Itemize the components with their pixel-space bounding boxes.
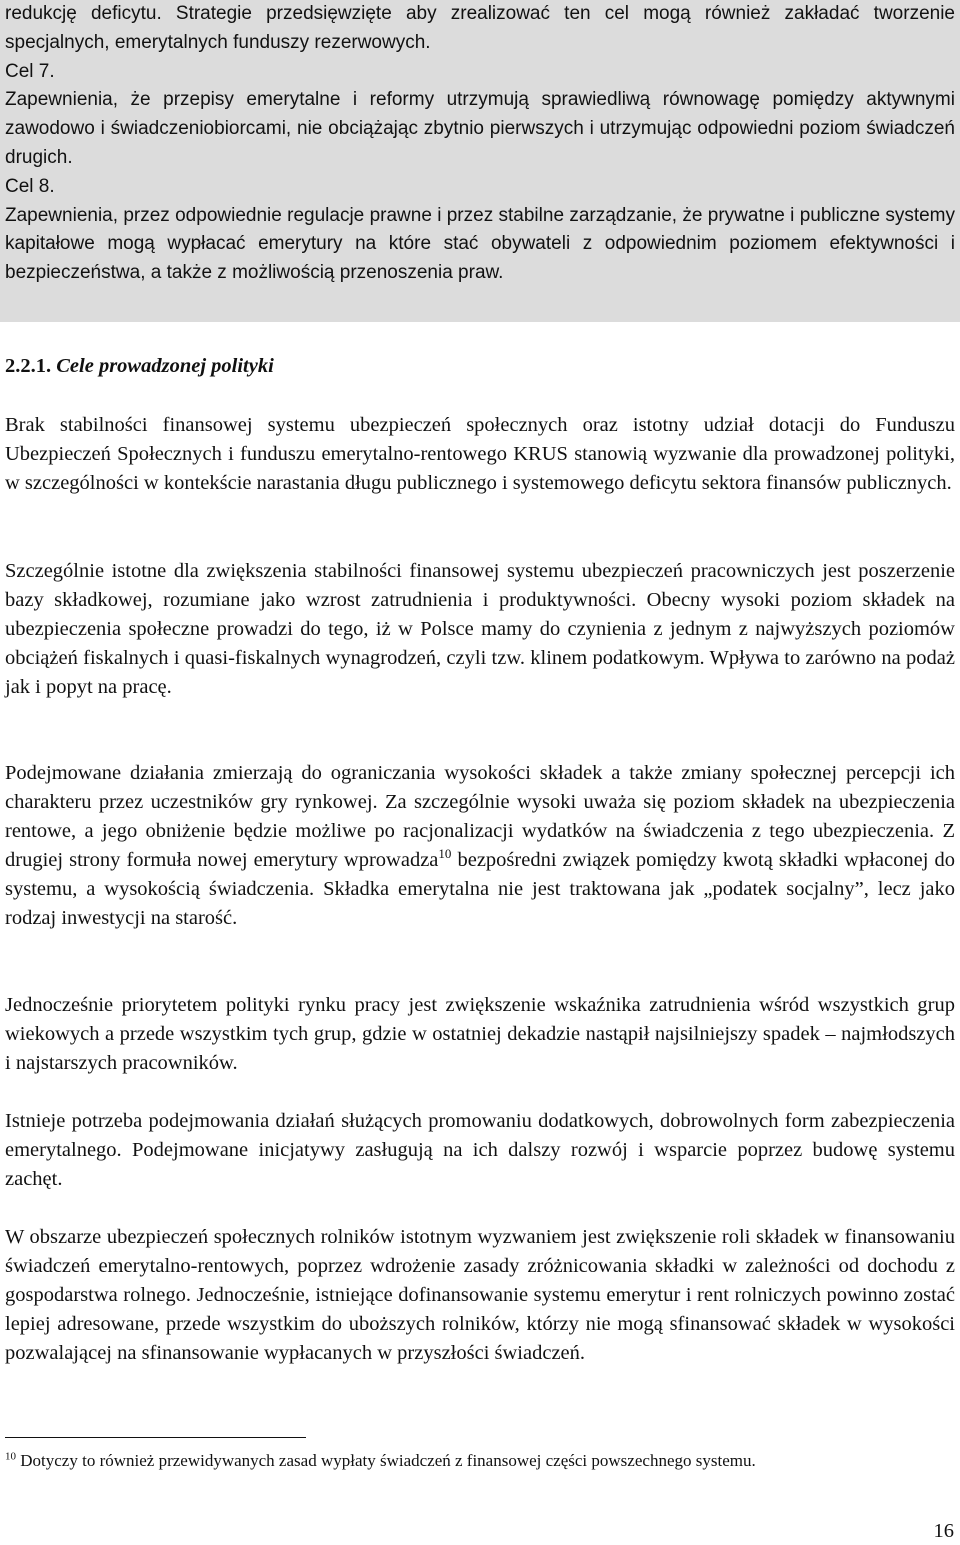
- footnote-ref: 10: [438, 846, 452, 862]
- paragraph-3-text-a: Podejmowane działania zmierzają do ograniczania wysokości składek a także zmiany społecznej percepcji ich charakteru przez uczestników gry rynkowej. Za szczególnie wysoki uważa się poziom składek na ubezpieczenia rentowe, a jego obniżenie będzie możliwe po racjonalizacji wydatków na świadczenia z tego ubezpieczenia. Z drugiej strony formuła nowej emerytury wprowadza: [5, 762, 955, 871]
- section-heading: [5, 351, 274, 381]
- footnote-text: Dotyczy to również przewidywanych zasad wypłaty świadczeń z finansowej części powszechnego systemu.: [16, 1451, 756, 1470]
- goals-box-text: [5, 0, 955, 288]
- goal-7-text: Zapewnienia, że przepisy emerytalne i reformy utrzymują sprawiedliwą równowagę pomiędzy aktywnymi zawodowo i świadczeniobiorcami, nie obciążając zbytnio pierwszych i utrzymując odpowiedni poziom świadczeń drugich.: [5, 89, 955, 168]
- paragraph-2: Szczególnie istotne dla zwiększenia stabilności finansowej systemu ubezpieczeń pracowniczych jest poszerzenie bazy składkowej, rozumiane jako wzrost zatrudnienia i produktywności. Obecny wysoki poziom składek na ubezpieczenia społeczne prowadzi do tego, iż w Polsce mamy do czynienia z jednym z najwyższych poziomów obciążeń fiskalnych i quasi-fiskalnych wynagrodzeń, czyli tzw. klinem podatkowym. Wpływa to zarówno na podaż jak i popyt na pracę.: [5, 560, 955, 698]
- paragraph-3: [5, 759, 955, 933]
- paragraph-1: Brak stabilności finansowej systemu ubezpieczeń społecznych oraz istotny udział dotacji do Funduszu Ubezpieczeń Społecznych i funduszu emerytalno-rentowego KRUS stanowią wyzwanie dla prowadzonej polityki, w szczególności w kontekście narastania długu publicznego i systemowego deficytu sektora finansów publicznych.: [5, 414, 955, 494]
- paragraph-3-text-b: bezpośredni związek pomiędzy kwotą składki wpłaconej do systemu, a wysokością świadczenia. Składka emerytalna nie jest traktowana jak „podatek socjalny”, lecz jako rodzaj inwestycji na starość.: [5, 849, 955, 929]
- section-title: Cele prowadzonej polityki: [56, 355, 274, 377]
- goal-8-label: Cel 8.: [5, 175, 55, 197]
- paragraph-5: Istnieje potrzeba podejmowania działań służących promowaniu dodatkowych, dobrowolnych form zabezpieczenia emerytalnego. Podejmowane inicjatywy zasługują na ich dalszy rozwój i wsparcie poprzez budowę systemu zachęt.: [5, 1110, 955, 1190]
- section-number: 2.2.1.: [5, 355, 52, 377]
- goal-8-text: Zapewnienia, przez odpowiednie regulacje prawne i przez stabilne zarządzanie, że prywatne i publiczne systemy kapitałowe mogą wypłacać emerytury na które stać obywateli z odpowiednim poziomem efektywności i bezpieczeństwa, a także z możliwością przenoszenia praw.: [5, 204, 955, 284]
- page-number: 16: [933, 1520, 954, 1542]
- goal-7-label: Cel 7.: [5, 60, 55, 82]
- paragraph-6: W obszarze ubezpieczeń społecznych rolników istotnym wyzwaniem jest zwiększenie roli składek w finansowaniu świadczeń emerytalno-rentowych, poprzez wdrożenie zasady zróżnicowania składki w zależności od dochodu z gospodarstwa rolnego. Jednocześnie, istniejące dofinansowanie systemu emerytur i rent rolniczych powinno zostać lepiej adresowane, przede wszystkim do uboższych rolników, którzy nie mogą sfinansować składek w wysokości pozwalającej na sfinansowanie wypłacanych w przyszłości świadczeń.: [5, 1226, 955, 1364]
- footnote-separator: [5, 1437, 306, 1438]
- footnote: [5, 1449, 955, 1473]
- paragraph-4: Jednocześnie priorytetem polityki rynku pracy jest zwiększenie wskaźnika zatrudnienia wśród wszystkich grup wiekowych a przede wszystkim tych grup, gdzie w ostatniej dekadzie nastąpił najsilniejszy spadek – najmłodszych i najstarszych pracowników.: [5, 994, 955, 1074]
- footnote-number: 10: [5, 1450, 16, 1463]
- goal-6-continuation: redukcję deficytu. Strategie przedsięwzięte aby zrealizować ten cel mogą również zakładać tworzenie specjalnych, emerytalnych funduszy rezerwowych.: [5, 3, 955, 53]
